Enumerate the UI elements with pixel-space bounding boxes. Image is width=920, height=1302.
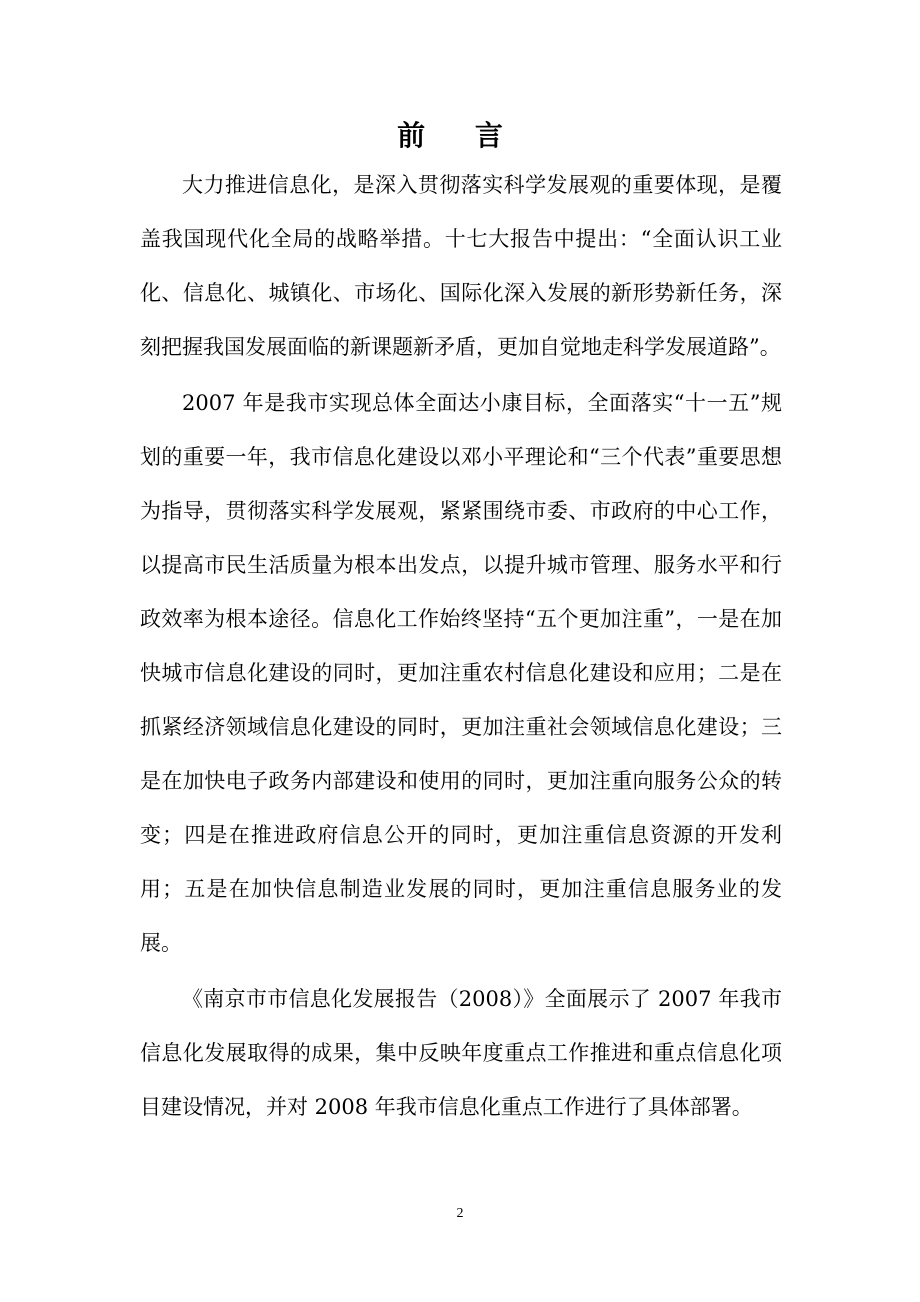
- paragraph-1: 大力推进信息化，是深入贯彻落实科学发展观的重要体现，是覆盖我国现代化全局的战略举措。十七大报告中提出：“全面认识工业化、信息化、城镇化、市场化、国际化深入发展的新形势新任务，深刻把握我国发展面临的新课题新矛盾，更加自觉地走科学发展道路”。: [140, 173, 782, 359]
- page-title: 前 言: [397, 119, 523, 152]
- paragraph-2: 2007 年是我市实现总体全面达小康目标，全面落实“十一五”规划的重要一年，我市信息化建设以邓小平理论和“三个代表”重要思想为指导，贯彻落实科学发展观，紧紧围绕市委、市政府的中心工作，以提高市民生活质量为根本出发点，以提升城市管理、服务水平和行政效率为根本途径。信息化工作始终坚持“五个更加注重”，一是在加快城市信息化建设的同时，更加注重农村信息化建设和应用；二是在抓紧经济领域信息化建设的同时，更加注重社会领域信息化建设；三是在加快电子政务内部建设和使用的同时，更加注重向服务公众的转变；四是在推进政府信息公开的同时，更加注重信息资源的开发利用；五是在加快信息制造业发展的同时，更加注重信息服务业的发展。: [140, 391, 782, 955]
- paragraph-3: 《南京市市信息化发展报告（2008）》全面展示了 2007 年我市信息化发展取得的成果，集中反映年度重点工作推进和重点信息化项目建设情况，并对 2008 年我市信息化重点工作进行了具体部署。: [140, 987, 782, 1119]
- body-text: [140, 158, 782, 1134]
- page-number: 2: [456, 1206, 464, 1221]
